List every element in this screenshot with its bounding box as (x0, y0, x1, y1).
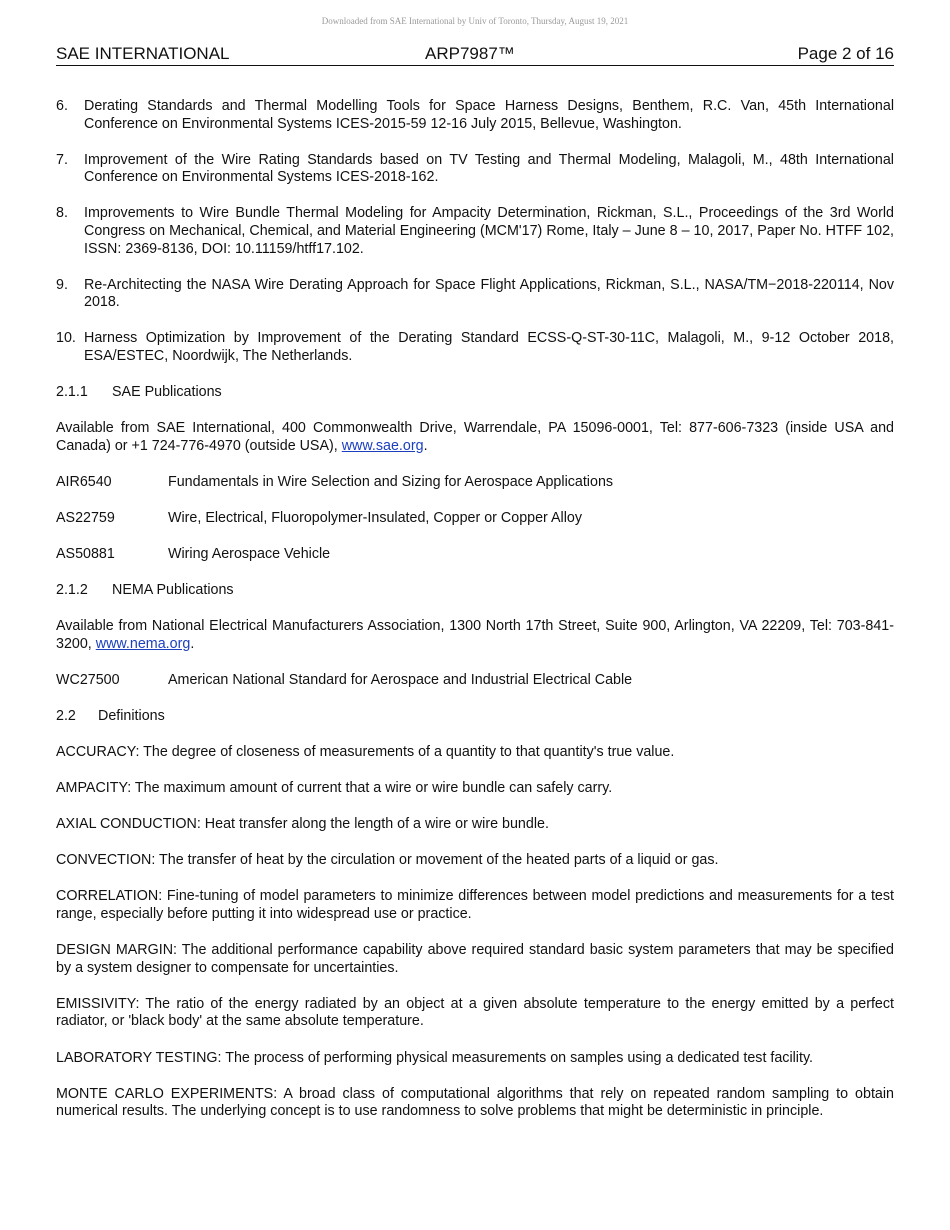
definition-accuracy: ACCURACY: The degree of closeness of measurements of a quantity to that quantity's true value. (56, 744, 675, 761)
header-doc-id: ARP7987™ (425, 44, 515, 63)
reference-text: Improvement of the Wire Rating Standards based on TV Testing and Thermal Modeling, Malagoli, M., 48th International Conference on Environmental Systems ICES-2018-162. (84, 151, 894, 186)
document-title: American National Standard for Aerospace and Industrial Electrical Cable (168, 671, 633, 688)
nema-website-link[interactable]: www.nema.org (95, 635, 191, 652)
definition-laboratory-testing: LABORATORY TESTING: The process of performing physical measurements on samples using a dedicated test facility. (56, 1049, 814, 1066)
section-title: Definitions (98, 707, 165, 724)
document-title: Wiring Aerospace Vehicle (168, 546, 331, 562)
reference-text: Improvements to Wire Bundle Thermal Modeling for Ampacity Determination, Rickman, S.L., Proceedings of the 3rd World Congress on Mechanical, Chemical, and Material Engineering (MCM'17) Rome, Italy – June 8 – 10, 2017, Paper No. HTFF 102, ISSN: 2369-8136, DOI: 10.11159/htff17.102. (84, 205, 894, 257)
section-title: SAE Publications (112, 384, 222, 401)
section-number: 2.1.2 (56, 582, 88, 599)
document-entry (56, 474, 894, 492)
document-code: AS50881 (56, 546, 115, 562)
reference-number: 7. (56, 151, 68, 168)
section-heading-sae (56, 384, 894, 402)
reference-item (56, 277, 894, 312)
sae-website-link[interactable]: www.sae.org (341, 437, 424, 454)
section-number: 2.1.1 (56, 384, 88, 401)
reference-number: 10. (56, 330, 76, 347)
page-header (56, 44, 894, 66)
availability-text: Available from National Electrical Manufacturers Association, 1300 North 17th Street, Suite 900, Arlington, VA 22209, Tel: 703-841-3200, (56, 618, 894, 652)
document-title: Fundamentals in Wire Selection and Sizing for Aerospace Applications (168, 473, 614, 490)
reference-number: 9. (56, 276, 68, 293)
definition-design-margin: DESIGN MARGIN: The additional performance capability above required standard basic system parameters that may be specified by a system designer to compensate for uncertainties. (56, 942, 894, 976)
reference-text: Re-Architecting the NASA Wire Derating Approach for Space Flight Applications, Rickman, S.L., NASA/TM−2018-220114, Nov 2018. (84, 276, 894, 311)
download-watermark: Downloaded from SAE International by Univ of Toronto, Thursday, August 19, 2021 (321, 16, 629, 26)
reference-number: 6. (56, 98, 68, 114)
document-code: AS22759 (56, 509, 115, 526)
document-code: AIR6540 (56, 473, 112, 490)
section-heading-nema (56, 582, 894, 600)
definition-ampacity: AMPACITY: The maximum amount of current that a wire or wire bundle can safely carry. (56, 780, 613, 797)
document-code: WC27500 (56, 671, 120, 688)
definition-axial-conduction: AXIAL CONDUCTION: Heat transfer along the length of a wire or wire bundle. (56, 816, 549, 833)
definition-correlation: CORRELATION: Fine-tuning of model parameters to minimize differences between model predictions and measurements for a test range, especially before putting it into widespread use or practice. (56, 888, 894, 923)
document-entry (56, 546, 894, 564)
page-body (56, 98, 894, 1139)
reference-item (56, 98, 894, 133)
header-org: SAE INTERNATIONAL (56, 44, 230, 63)
reference-item (56, 152, 894, 187)
definition-emissivity: EMISSIVITY: The ratio of the energy radiated by an object at a given absolute temperature to the energy emitted by a perfect radiator, or 'black body' at the same absolute temperature. (56, 995, 894, 1030)
document-title: Wire, Electrical, Fluoropolymer-Insulated, Copper or Copper Alloy (168, 509, 582, 526)
reference-item (56, 330, 894, 365)
nema-availability-paragraph: Available from National Electrical Manufacturers Association, 1300 North 17th Street, Suite 900, Arlington, VA 22209, Tel: 703-841-3200, www.nema.org. (56, 618, 894, 652)
header-page-number: Page 2 of 16 (797, 44, 894, 63)
reference-text: Harness Optimization by Improvement of the Derating Standard ECSS-Q-ST-30-11C, Malagoli, M., 9-12 October 2018, ESA/ESTEC, Noordwijk, The Netherlands. (84, 330, 894, 364)
availability-text: Available from SAE International, 400 Commonwealth Drive, Warrendale, PA 15096-0001, Tel: 877-606-7323 (inside USA and Canada) or +1 724-776-4970 (outside USA), (56, 420, 894, 454)
definition-convection: CONVECTION: The transfer of heat by the circulation or movement of the heated parts of a liquid or gas. (56, 852, 719, 869)
definition-monte-carlo: MONTE CARLO EXPERIMENTS: A broad class of computational algorithms that rely on repeated random sampling to obtain numerical results. The underlying concept is to use randomness to solve problems that might be deterministic in principle. (56, 1085, 894, 1120)
document-entry (56, 672, 894, 690)
section-number: 2.2 (56, 707, 76, 724)
reference-number: 8. (56, 205, 68, 222)
document-entry (56, 510, 894, 528)
reference-text: Derating Standards and Thermal Modelling Tools for Space Harness Designs, Benthem, R.C. Van, 45th International Conference on Environmental Systems ICES-2015-59 12-16 July 2015, Bellevue, Washington. (84, 98, 894, 132)
reference-item (56, 205, 894, 258)
section-title: NEMA Publications (112, 582, 234, 599)
sae-availability-paragraph: Available from SAE International, 400 Commonwealth Drive, Warrendale, PA 15096-0001, Tel: 877-606-7323 (inside USA and Canada) or +1 724-776-4970 (outside USA), www.sae.org. (56, 420, 894, 454)
section-heading-definitions (56, 708, 894, 726)
